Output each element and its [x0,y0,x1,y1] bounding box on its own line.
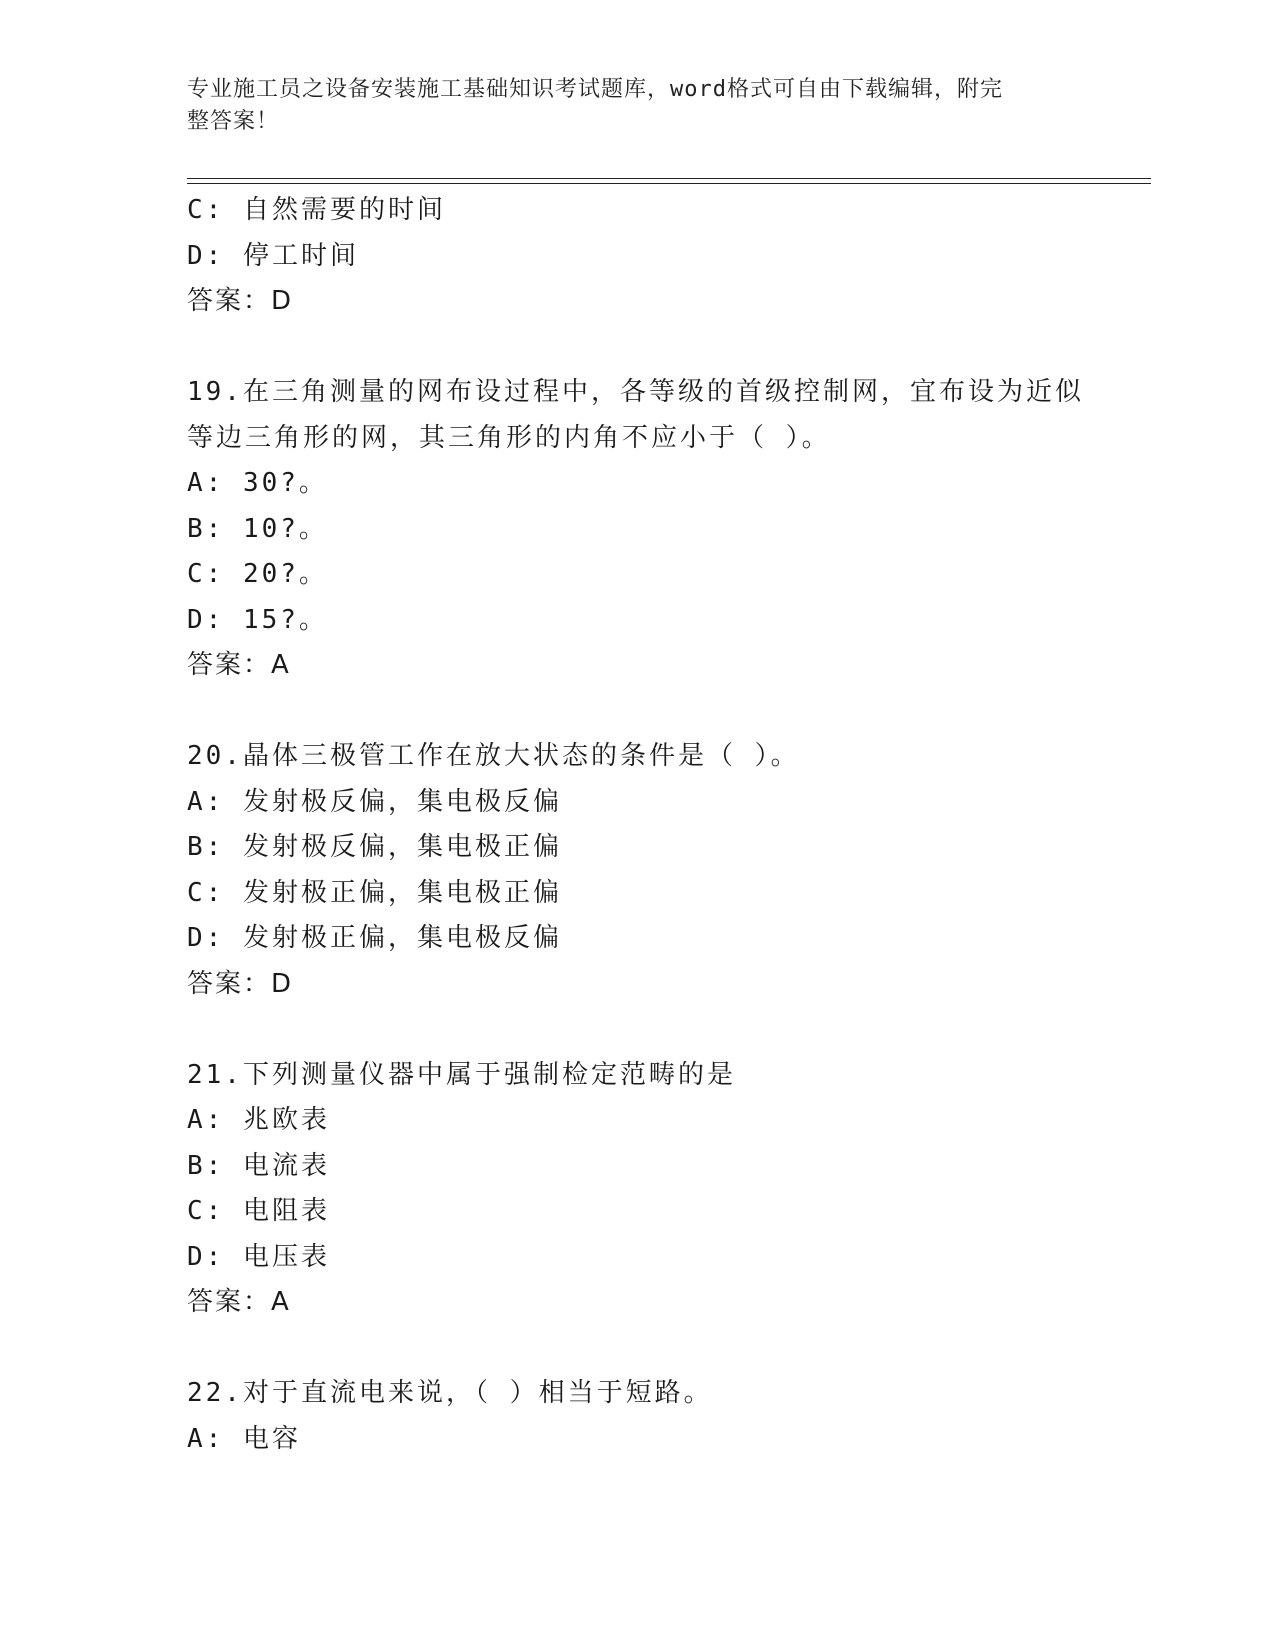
option-d: D: 电压表 [187,1241,330,1272]
option-c: C: 发射极正偏，集电极正偏 [187,877,562,908]
option-d: D: 15?。 [187,604,328,635]
header-divider-bottom [187,183,1151,184]
option-c: C: 电阻表 [187,1196,330,1226]
header-line-1: 专业施工员之设备安装施工基础知识考试题库，word格式可自由下载编辑，附完 [187,77,1003,102]
question-21 [187,1053,1087,1326]
header-divider-top [187,178,1151,179]
answer-line: 答案：A [187,650,291,680]
option-c: C: 20?。 [187,559,328,589]
option-d: D: 停工时间 [187,240,359,271]
question-stem: 21.下列测量仪器中属于强制检定范畴的是 [187,1059,736,1090]
answer-line: 答案：D [187,968,294,999]
option-b: B: 10?。 [187,513,328,544]
answer-line: 答案：A [187,1287,291,1317]
question-stem: 19.在三角测量的网布设过程中，各等级的首级控制网，宜布设为近似 [187,377,1084,407]
option-a: A: 发射极反偏，集电极反偏 [187,786,562,817]
spacer [187,325,1087,371]
option-a: A: 兆欧表 [187,1105,330,1135]
question-19 [187,370,1087,689]
question-18-continued [187,188,1087,325]
document-header [187,74,1067,138]
option-b: B: 电流表 [187,1150,330,1181]
option-a: A: 电容 [187,1423,301,1454]
option-a: A: 30?。 [187,468,328,498]
option-d: D: 发射极正偏，集电极反偏 [187,923,562,953]
answer-line: 答案：D [187,286,294,316]
header-line-2: 整答案！ [187,109,280,134]
question-20 [187,734,1087,1007]
spacer [187,1007,1087,1053]
question-22 [187,1371,1087,1462]
question-stem: 20.晶体三极管工作在放大状态的条件是（ ）。 [187,741,800,771]
spacer [187,1326,1087,1372]
question-stem: 22.对于直流电来说，（ ）相当于短路。 [187,1378,713,1408]
option-c: C: 自然需要的时间 [187,195,446,225]
spacer [187,689,1087,735]
option-b: B: 发射极反偏，集电极正偏 [187,832,562,862]
question-stem: 等边三角形的网，其三角形的内角不应小于（ ）。 [187,422,831,453]
question-list [187,188,1087,1462]
